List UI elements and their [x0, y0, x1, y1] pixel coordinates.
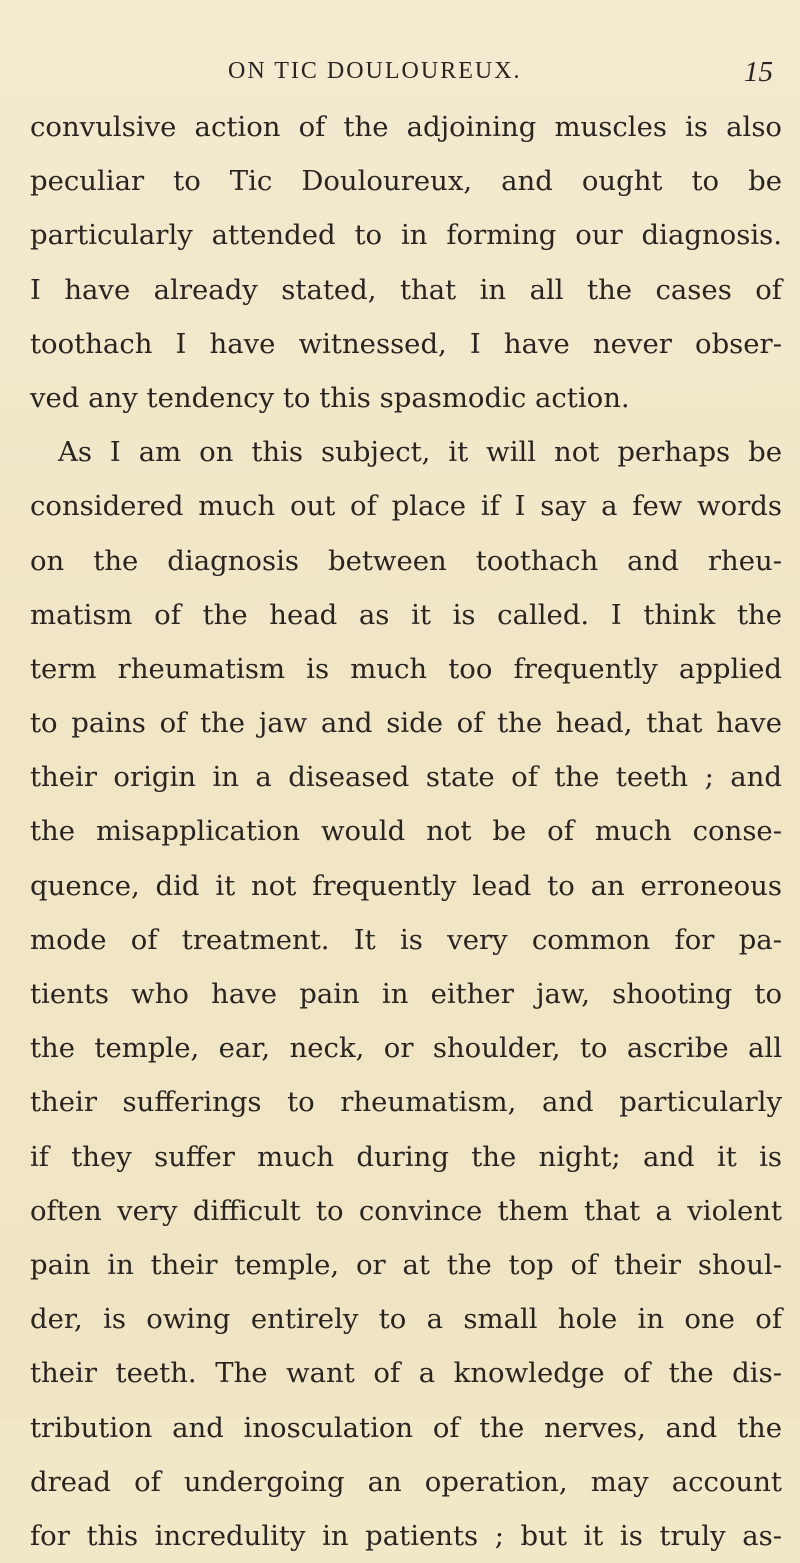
text-line: As I am on this subject, it will not perhaps be [58, 436, 782, 469]
text-line: peculiar to Tic Douloureux, and ought to be [30, 165, 782, 198]
text-line: mode of treatment. It is very common for pa- [30, 923, 782, 956]
text-line: I have already stated, that in all the cases of [30, 273, 782, 306]
text-line: convulsive action of the adjoining muscles is also [30, 111, 782, 143]
text-line: matism of the head as it is called. I think the [30, 598, 782, 631]
text-line: pain in their temple, or at the top of their shoul- [30, 1248, 782, 1281]
text-line: toothach I have witnessed, I have never obser- [30, 327, 782, 360]
text-line: their teeth. The want of a knowledge of the dis- [30, 1357, 782, 1390]
text-line: particularly attended to in forming our diagnosis. [30, 219, 782, 252]
text-line: dread of undergoing an operation, may account [30, 1465, 782, 1498]
running-title: ON TIC DOULOUREUX. [228, 58, 522, 84]
text-line: for this incredulity in patients ; but it is truly as- [30, 1519, 782, 1552]
text-line: considered much out of place if I say a few words [30, 490, 782, 523]
text-line: the misapplication would not be of much conse- [30, 815, 782, 848]
text-line: if they suffer much during the night; and it is [30, 1140, 782, 1173]
text-line: their sufferings to rheumatism, and particularly [30, 1086, 782, 1119]
text-line: tients who have pain in either jaw, shooting to [30, 978, 782, 1010]
text-line: to pains of the jaw and side of the head, that have [30, 707, 782, 740]
text-line: often very difficult to convince them that a violent [30, 1194, 782, 1227]
text-line: ved any tendency to this spasmodic action. [30, 381, 630, 414]
text-line: der, is owing entirely to a small hole in one of [30, 1303, 782, 1336]
text-line: on the diagnosis between toothach and rheu- [30, 544, 782, 577]
body-text [30, 100, 782, 1563]
text-line: their origin in a diseased state of the teeth ; and [30, 761, 782, 794]
text-line: term rheumatism is much too frequently applied [30, 652, 782, 685]
page-number: 15 [744, 56, 773, 88]
text-line: the temple, ear, neck, or shoulder, to ascribe all [30, 1032, 782, 1065]
text-line: quence, did it not frequently lead to an erroneous [30, 869, 782, 902]
text-line: tribution and inosculation of the nerves, and the [30, 1411, 782, 1444]
running-head [0, 58, 800, 98]
